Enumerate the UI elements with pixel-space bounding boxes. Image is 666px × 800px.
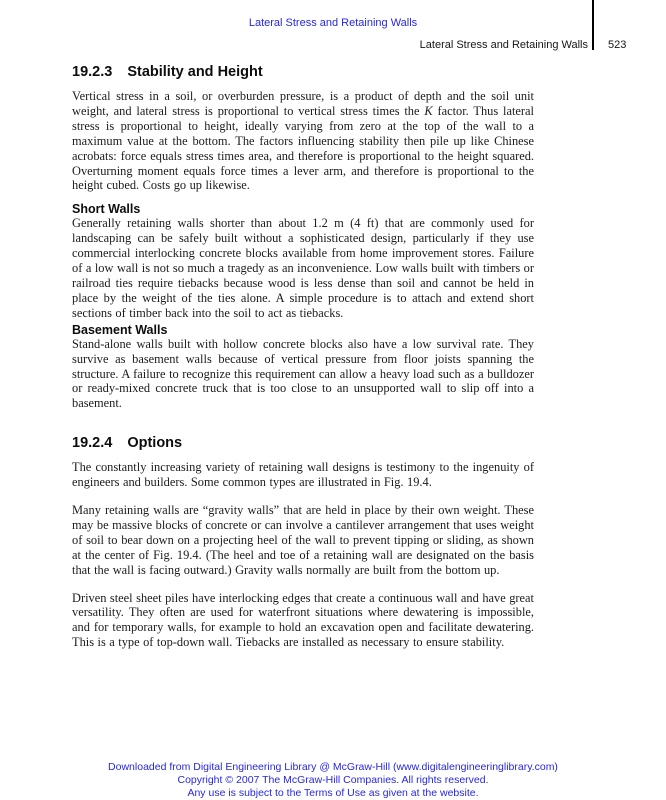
page-number: 523 — [608, 39, 627, 51]
paragraph-gravity-walls: Many retaining walls are “gravity walls” that are held in place by their own weight. These may be massive blocks of concrete or can involve a cantilever arrangement that uses weight of soil to bear down on a projecting heel of the wall to prevent tipping or sliding, as shown at the center of Fig. 19.4. (The heel and toe of a retaining wall are designated on the basis that the wall is facing outward.) Gravity walls normally are built from the bottom up. — [72, 503, 534, 577]
paragraph-sheet-piles: Driven steel sheet piles have interlocking edges that create a continuous wall and have great versatility. They often are used for waterfront situations where dewatering is impossible, and for temporary walls, for example to hold an excavation open and facilitate dewatering. This is a type of top-down wall. Tiebacks are installed as necessary to ensure stability. — [72, 590, 534, 650]
footer-copyright: Copyright © 2007 The McGraw-Hill Companies. All rights reserved. — [177, 773, 489, 786]
footer — [0, 761, 666, 799]
footer-download-link[interactable]: Downloaded from Digital Engineering Library @ McGraw-Hill (www.digitalengineeringlibrary.com) — [108, 761, 558, 773]
paragraph-options-intro: The constantly increasing variety of retaining wall designs is testimony to the ingenuity of engineers and builders. Some common types are illustrated in Fig. 19.4. — [72, 460, 534, 490]
subsection-heading-basement-walls: Basement Walls — [72, 322, 168, 337]
section-title: Options — [127, 435, 183, 452]
header-divider-rule — [592, 0, 594, 50]
paragraph-basement-walls: Stand-alone walls built with hollow concrete blocks also have a low survival rate. They survive as basement walls because of vertical pressure from floor joists spanning the structure. A failure to recognize this requirement can allow a heavy load such as a bulldozer or ready-mixed concrete truck that is too close to an unsupported wall to slip off into a basement. — [72, 336, 534, 411]
footer-terms: Any use is subject to the Terms of Use as given at the website. — [187, 786, 479, 799]
section-heading-stability-and-height — [72, 64, 534, 81]
section-title: Stability and Height — [127, 64, 263, 80]
section-heading-options — [72, 435, 534, 452]
subsection-heading-short-walls: Short Walls — [72, 202, 141, 217]
text-block — [72, 64, 534, 650]
running-head-link[interactable]: Lateral Stress and Retaining Walls — [248, 17, 418, 29]
paragraph-text: Vertical stress in a soil, or overburden pressure, is a product of depth and the soil unit weight, and lateral stress is proportional to vertical stress times the — [72, 89, 534, 118]
page-header-title: Lateral Stress and Retaining Walls — [419, 39, 588, 51]
paragraph-stability — [72, 89, 534, 193]
paragraph-text: factor. Thus lateral stress is proportional to height, ideally varying from zero at the top of the wall to a maximum value at the bottom. The factors influencing stability then pile up like Chinese acrobats: force equals stress times area, and therefore is proportional to the height squared. Overturning moment equals force times a lever arm, and therefore is proportional to the height cubed. Costs go up likewise. — [72, 103, 534, 193]
section-number: 19.2.3 — [72, 64, 113, 80]
italic-k-symbol: K — [424, 103, 433, 118]
section-number: 19.2.4 — [72, 435, 113, 452]
paragraph-short-walls: Generally retaining walls shorter than about 1.2 m (4 ft) that are commonly used for landscaping can be safely built without a sophisticated design, particularly if they use commercial interlocking concrete blocks available from home improvement stores. Failure of a low wall is not so much a tragedy as an inconvenience. Low walls built with timbers or railroad ties require tiebacks because wood is less dense than soil and cannot be held in place by the weight of the ties alone. A simple procedure is to attach and extend short sections of timber back into the soil to act as tiebacks. — [72, 216, 534, 320]
